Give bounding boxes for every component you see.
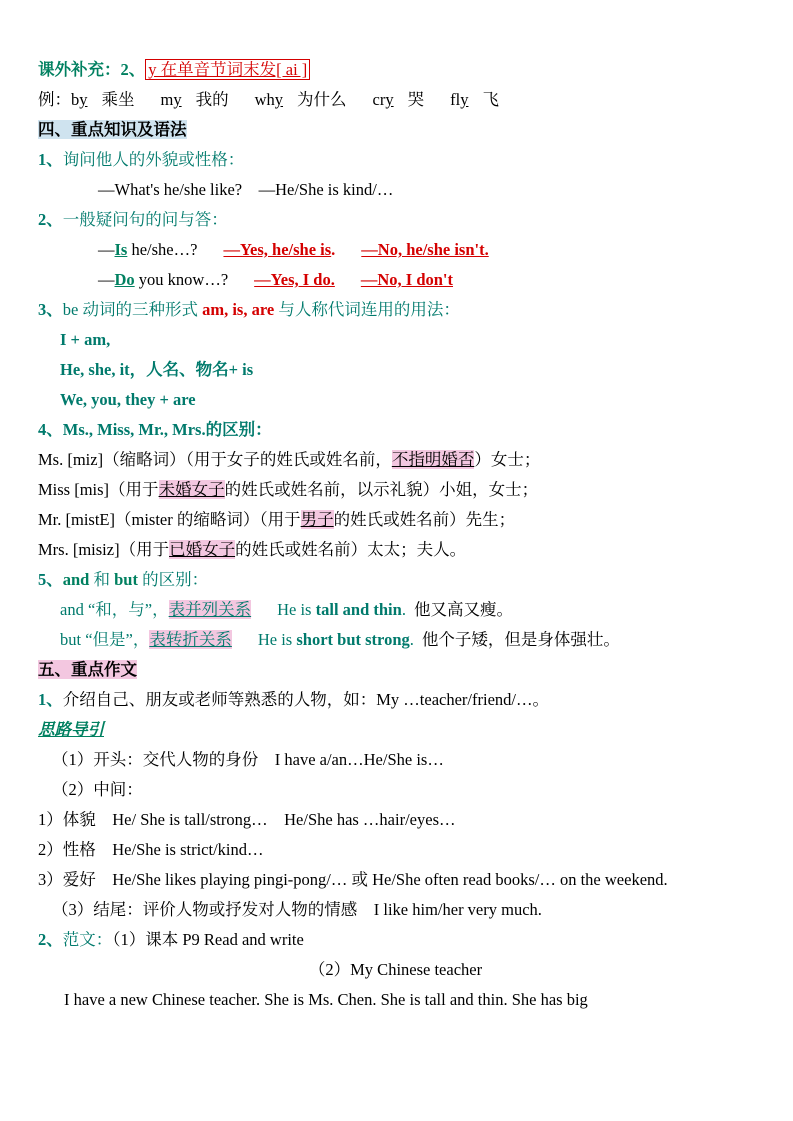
item-3-title-post: 与人称代词连用的用法： [274,300,460,319]
item-5-and-example-post: . [401,600,406,619]
writing-step-1: （1）开头：交代人物的身份 I have a/an…He/She is… [52,750,444,769]
example-word-4-pre: cr [372,90,386,109]
item-2-question-1: he/she…? [127,240,198,259]
item-5-but-example-post: . [409,630,414,649]
item-2-answer-yes-2: —Yes, I do. [254,270,335,289]
extra-supplement-rule: y 在单音节词末发[ ai ] [145,59,310,80]
item-2-question-2: you know…? [134,270,229,289]
writing-item-2-sample-1: （1）课本 P9 Read and write [112,930,304,949]
item-4-row-3-highlight: 男子 [300,510,334,529]
item-2-line-2 [38,265,753,295]
item-2-answer-yes-1-dot: . [331,240,336,259]
item-2-keyword-is: Is [114,240,128,259]
item-4-row-3-pre: Mr. [mistE]（mister 的缩略词）（用于 [38,510,301,529]
item-2-title: 一般疑问句的问与答： [62,210,228,229]
item-4-row-1-highlight: 不指明婚否 [391,450,475,469]
item-4-title: Ms., Miss, Mr., Mrs.的区别： [62,420,272,439]
item-1-title: 询问他人的外貌或性格： [62,150,245,169]
item-4-row-1 [38,445,753,475]
item-2-dash-1: — [98,240,115,259]
item-1-heading [38,145,753,175]
item-5-title-post: 的区别： [137,570,209,589]
writing-item-1-text: 介绍自己、朋友或老师等熟悉的人物，如：My …teacher/friend/…。 [62,690,549,709]
writing-step-3: 1）体貌 He/ She is tall/strong… He/She has …hair/eyes… [38,810,456,829]
extra-supplement-line [38,55,753,85]
item-2-heading [38,205,753,235]
item-4-row-2-pre: Miss [mis]（用于 [38,480,159,499]
item-2-answer-no-2: —No, I don't [360,270,454,289]
item-4-row-1-post: ）女士； [474,450,541,469]
item-3-title-pre: be 动词的三种形式 [62,300,203,319]
writing-item-1 [38,685,753,715]
item-5-but-example-bold: short but strong [296,630,410,649]
section-5-title: 五、重点作文 [38,660,137,679]
writing-item-1-number: 1、 [38,690,63,709]
item-1-number: 1、 [38,150,63,169]
example-word-2-underline: y [173,90,182,109]
item-5-word-but: but [114,570,138,589]
writing-step-4: 2）性格 He/She is strict/kind… [38,840,264,859]
example-word-3-underline: y [274,90,284,109]
writing-step-6: （3）结尾：评价人物或抒发对人物的情感 I like him/her very much. [52,900,542,919]
writing-item-2-sample-2: （2）My Chinese teacher [308,960,483,979]
item-5-and-example-pre: He is [277,600,316,619]
item-5-line-and [38,595,753,625]
item-5-but-translation: 他个子矮，但是身体强壮。 [421,630,620,649]
item-2-answer-no-1: —No, he/she isn't. [361,240,489,259]
item-4-row-2-post: 的姓氏或姓名前，以示礼貌）小姐，女士； [224,480,539,499]
example-meaning-5: 飞 [482,90,499,109]
item-3-rule-1-text: I + am, [60,330,111,349]
item-2-number: 2、 [38,210,63,229]
writing-item-2-title: 范文： [62,930,113,949]
section-4-heading [38,115,753,145]
item-3-number: 3、 [38,300,63,319]
example-word-1-pre: b [71,90,80,109]
item-5-and-word: and “和，与”， [60,600,169,619]
item-4-row-4-post: 的姓氏或姓名前）太太；夫人。 [235,540,467,559]
item-4-heading [38,415,753,445]
example-word-5-pre: fl [450,90,461,109]
item-4-row-4-pre: Mrs. [misiz]（用于 [38,540,170,559]
example-word-5-underline: y [460,90,469,109]
example-word-4-underline: y [385,90,394,109]
item-3-be-verbs: am, is, are [202,300,275,319]
item-2-answer-yes-1: —Yes, he/she is [223,240,332,259]
section-4-title: 四、重点知识及语法 [38,120,187,139]
item-4-row-4-highlight: 已婚女子 [169,540,236,559]
examples-prefix: 例： [38,90,71,109]
item-5-but-relation: 表转折关系 [149,630,232,649]
item-4-number: 4、 [38,420,63,439]
item-5-title-mid: 和 [89,570,115,589]
item-5-but-word: but “但是”， [60,630,150,649]
example-word-1-underline: y [79,90,88,109]
example-meaning-3: 为什么 [297,90,347,109]
item-4-row-4 [38,535,753,565]
item-5-heading [38,565,753,595]
item-5-line-but [38,625,753,655]
item-2-line-1 [38,235,753,265]
writing-guide-title-text: 思路导引 [38,720,104,739]
item-4-row-1-pre: Ms. [miz]（缩略词）（用于女子的姓氏或姓名前， [38,450,392,469]
item-5-and-relation: 表并列关系 [168,600,252,619]
item-5-number: 5、 [38,570,63,589]
writing-item-2-number: 2、 [38,930,63,949]
writing-step-2: （2）中间： [52,780,143,799]
item-5-and-translation: 他又高又瘦。 [413,600,513,619]
item-3-rule-3-text: We, you, they + are [60,390,196,409]
item-3-rule-1 [38,325,753,355]
item-5-word-and: and [62,570,90,589]
item-1-qa: —What's he/she like? —He/She is kind/… [98,180,394,199]
example-word-2-pre: m [160,90,174,109]
extra-supplement-label: 课外补充：2、 [38,60,146,79]
item-3-heading [38,295,753,325]
item-4-row-3 [38,505,753,535]
example-meaning-4: 哭 [407,90,425,109]
item-3-rule-3 [38,385,753,415]
item-5-and-example-bold: tall and thin [315,600,402,619]
example-meaning-1: 乘坐 [101,90,135,109]
item-2-keyword-do: Do [114,270,135,289]
section-5-heading [38,655,753,685]
item-2-dash-2: — [98,270,115,289]
example-word-3-pre: wh [254,90,275,109]
item-4-row-3-post: 的姓氏或姓名前）先生； [333,510,516,529]
writing-step-5: 3）爱好 He/She likes playing pingi-pong/… 或 He/She often read books/… on the weekend. [38,870,668,889]
item-4-row-2-highlight: 未婚女子 [158,480,225,499]
item-4-row-2 [38,475,753,505]
example-meaning-2: 我的 [195,90,229,109]
item-3-rule-2 [38,355,753,385]
examples-line [38,85,753,115]
writing-item-2 [38,925,753,955]
writing-sample-body: I have a new Chinese teacher. She is Ms. Chen. She is tall and thin. She has big [64,990,588,1009]
item-5-but-example-pre: He is [257,630,297,649]
item-3-rule-2-text: He, she, it，人名、物名+ is [60,360,254,379]
writing-guide-title [38,715,753,745]
